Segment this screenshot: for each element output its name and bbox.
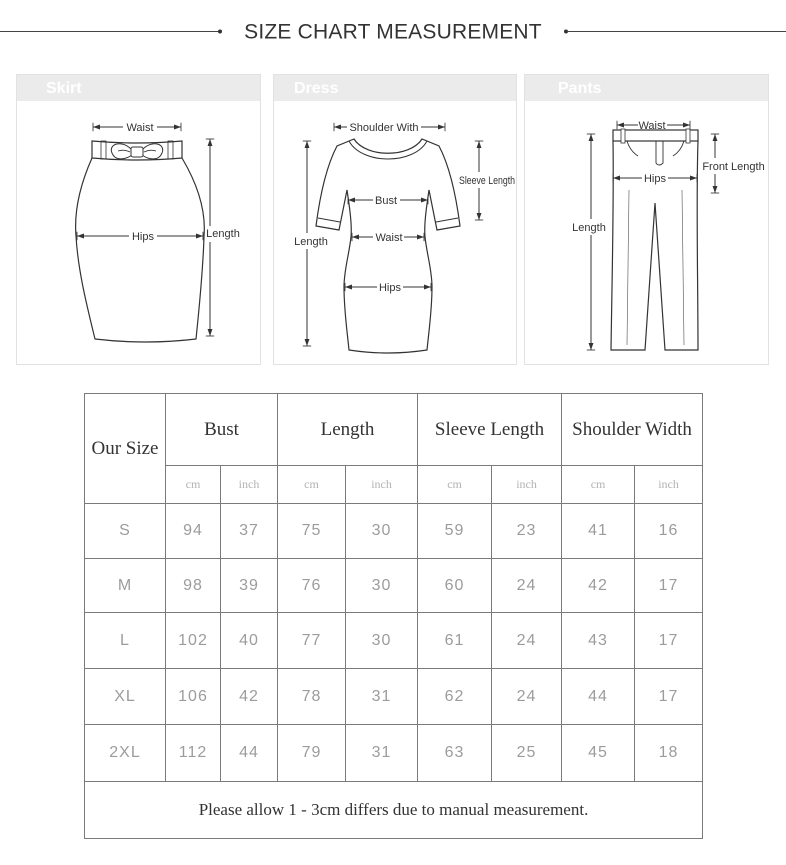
table-row bbox=[85, 725, 703, 782]
group-header-row bbox=[85, 394, 703, 466]
size-cell: 2XL bbox=[85, 725, 166, 782]
sleeve-inch-cell: 24 bbox=[492, 613, 562, 669]
dress-panel bbox=[274, 75, 517, 365]
size-cell: L bbox=[85, 613, 166, 669]
sleeve-cm-unit: cm bbox=[418, 466, 492, 504]
dress-panel-title: Dress bbox=[294, 80, 339, 97]
pants-front-length-label: Front Length bbox=[702, 161, 765, 173]
title-dot-left bbox=[218, 30, 222, 34]
shoulder-inch-cell: 17 bbox=[635, 613, 703, 669]
shoulder-inch-cell: 16 bbox=[635, 504, 703, 559]
bust-cm-unit: cm bbox=[166, 466, 221, 504]
dress-waist-label: Waist bbox=[375, 232, 403, 244]
bust-inch-cell: 40 bbox=[221, 613, 278, 669]
sleeve-cm-cell: 63 bbox=[418, 725, 492, 782]
skirt-panel-title: Skirt bbox=[46, 80, 82, 97]
table-row bbox=[85, 559, 703, 613]
bust-cm-cell: 106 bbox=[166, 669, 221, 725]
length-cm-cell: 79 bbox=[278, 725, 346, 782]
pants-belt-loop-left bbox=[621, 129, 625, 143]
skirt-panel bbox=[17, 75, 261, 365]
sleeve-inch-cell: 25 bbox=[492, 725, 562, 782]
bust-cm-cell: 98 bbox=[166, 559, 221, 613]
bust-cm-cell: 102 bbox=[166, 613, 221, 669]
skirt-body bbox=[76, 158, 205, 342]
shoulder-cm-cell: 45 bbox=[562, 725, 635, 782]
shoulder-cm-unit: cm bbox=[562, 466, 635, 504]
note-row bbox=[85, 782, 703, 839]
measurement-note: Please allow 1 - 3cm differs due to manual measurement. bbox=[85, 782, 703, 839]
length-inch-cell: 31 bbox=[346, 725, 418, 782]
sleeve-length-header: Sleeve Length bbox=[418, 394, 562, 466]
shoulder-inch-cell: 18 bbox=[635, 725, 703, 782]
shoulder-width-header: Shoulder Width bbox=[562, 394, 703, 466]
bust-inch-cell: 44 bbox=[221, 725, 278, 782]
sleeve-inch-cell: 24 bbox=[492, 669, 562, 725]
bust-cm-cell: 94 bbox=[166, 504, 221, 559]
unit-header-row bbox=[85, 466, 703, 504]
length-cm-unit: cm bbox=[278, 466, 346, 504]
skirt-hips-label: Hips bbox=[131, 231, 155, 243]
measurement-diagrams bbox=[0, 0, 786, 370]
bust-inch-cell: 42 bbox=[221, 669, 278, 725]
length-cm-cell: 77 bbox=[278, 613, 346, 669]
pants-belt-loop-right bbox=[686, 129, 690, 143]
sleeve-cm-cell: 60 bbox=[418, 559, 492, 613]
bust-cm-cell: 112 bbox=[166, 725, 221, 782]
table-row bbox=[85, 669, 703, 725]
shoulder-cm-cell: 43 bbox=[562, 613, 635, 669]
pants-hips-label: Hips bbox=[643, 173, 667, 185]
length-cm-cell: 75 bbox=[278, 504, 346, 559]
sleeve-inch-cell: 24 bbox=[492, 559, 562, 613]
size-cell: XL bbox=[85, 669, 166, 725]
length-inch-cell: 30 bbox=[346, 559, 418, 613]
shoulder-inch-unit: inch bbox=[635, 466, 703, 504]
sleeve-inch-unit: inch bbox=[492, 466, 562, 504]
table-row bbox=[85, 504, 703, 559]
pants-panel bbox=[525, 75, 769, 365]
sleeve-cm-cell: 59 bbox=[418, 504, 492, 559]
pants-length-label: Length bbox=[572, 222, 606, 234]
pants-waist-label: Waist bbox=[638, 120, 666, 132]
shoulder-cm-cell: 41 bbox=[562, 504, 635, 559]
length-cm-cell: 78 bbox=[278, 669, 346, 725]
title-bar bbox=[0, 21, 786, 44]
bust-inch-unit: inch bbox=[221, 466, 278, 504]
length-inch-cell: 30 bbox=[346, 504, 418, 559]
dress-bust-label: Bust bbox=[374, 195, 398, 207]
size-cell: S bbox=[85, 504, 166, 559]
size-cell: M bbox=[85, 559, 166, 613]
dress-sleeve-label: Sleeve Length bbox=[459, 175, 515, 187]
page-title: SIZE CHART MEASUREMENT bbox=[244, 20, 542, 44]
table-row bbox=[85, 613, 703, 669]
shoulder-inch-cell: 17 bbox=[635, 669, 703, 725]
our-size-header: Our Size bbox=[85, 394, 166, 504]
sleeve-cm-cell: 61 bbox=[418, 613, 492, 669]
shoulder-cm-cell: 42 bbox=[562, 559, 635, 613]
dress-length-label: Length bbox=[294, 236, 328, 248]
skirt-length-label: Length bbox=[206, 228, 240, 240]
bust-header: Bust bbox=[166, 394, 278, 466]
bust-inch-cell: 37 bbox=[221, 504, 278, 559]
sleeve-inch-cell: 23 bbox=[492, 504, 562, 559]
length-inch-unit: inch bbox=[346, 466, 418, 504]
length-cm-cell: 76 bbox=[278, 559, 346, 613]
skirt-waist-label: Waist bbox=[126, 122, 154, 134]
length-header: Length bbox=[278, 394, 418, 466]
sleeve-cm-cell: 62 bbox=[418, 669, 492, 725]
length-inch-cell: 30 bbox=[346, 613, 418, 669]
shoulder-cm-cell: 44 bbox=[562, 669, 635, 725]
shoulder-inch-cell: 17 bbox=[635, 559, 703, 613]
dress-hips-label: Hips bbox=[378, 282, 402, 294]
size-table bbox=[84, 393, 703, 839]
dress-shoulder-label: Shoulder With bbox=[349, 122, 419, 134]
bust-inch-cell: 39 bbox=[221, 559, 278, 613]
pants-panel-title: Pants bbox=[558, 80, 602, 97]
length-inch-cell: 31 bbox=[346, 669, 418, 725]
